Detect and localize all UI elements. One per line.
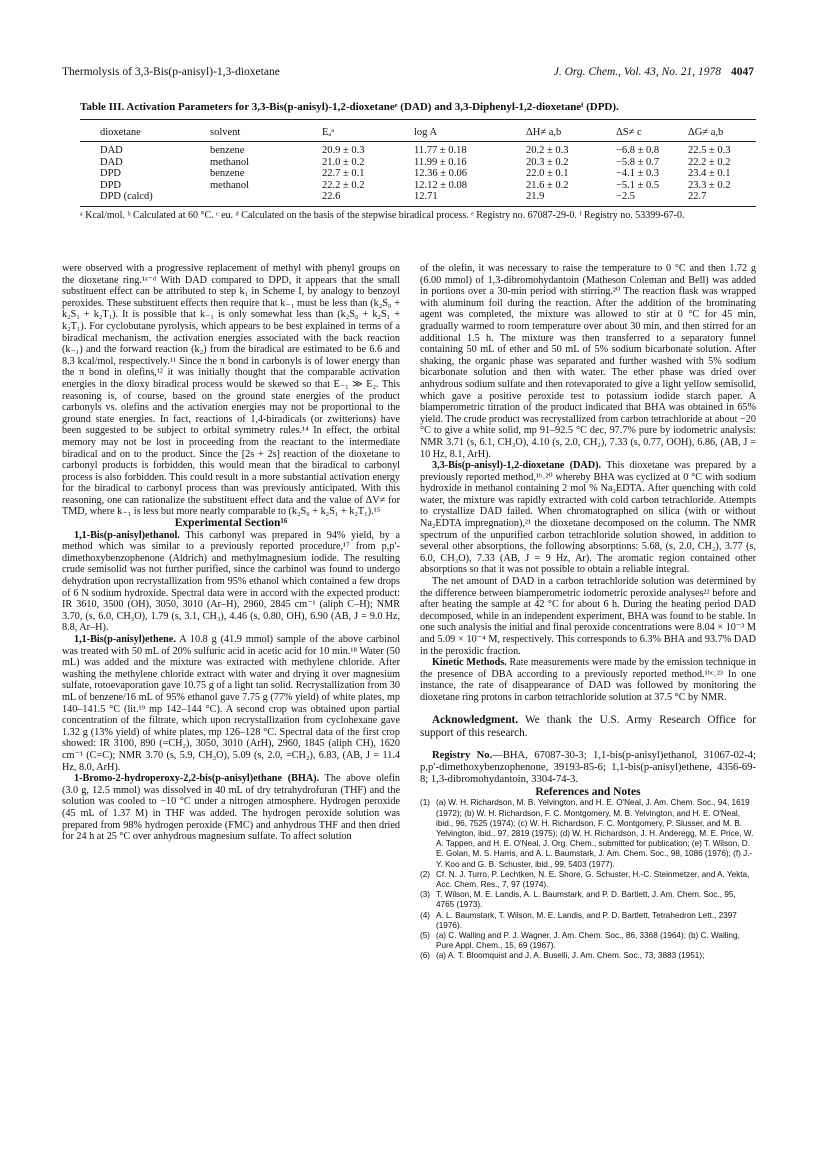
table-cell: 22.0 ± 0.1 <box>526 168 569 180</box>
table-header: dioxetane <box>100 126 141 138</box>
table-cell: 20.2 ± 0.3 <box>526 145 569 156</box>
paragraph-text: A 10.8 g (41.9 mmol) sample of the above carbinol was treated with 50 mL of 20% sulfuric acid in acetic acid for 10 min.¹⁸ Water (50 mL) was added and the mixture was extracted with methylene chloride. After washing the methylene chloride extract with water and drying it over magnesium sulfate, rotoevaporation gave 10.75 g of a light tan solid. Recrystallization from 30 mL of benzene/16 mL of 95% ethanol gave 7.75 g (77% yield) of white plates, mp 140–141.5 °C (lit.¹⁹ mp 142–144 °C). A second crop was obtained upon partial concentration of the filtrate, which upon recrystallization from cyclohexane gave 1.32 g (13% yield) of white plates, mp 126–128 °C. Spectral data of the first crop showed: IR 3100, 890 (=CH₂), 3050, 3010 (ArH), 2960, 1845 (aliph CH), 1620 cm⁻¹ (C=C); NMR 3.70 (s, 5.9, CH₃O), 5.09 (s, 2.0, =CH₂), 6.83, (AB, J = 11.4 Hz, 8.0, ArH). <box>62 634 400 773</box>
table-header: solvent <box>210 126 241 138</box>
table-cell: 11.99 ± 0.16 <box>414 156 467 168</box>
table-cell: methanol <box>210 156 250 168</box>
table-cell: DPD (calcd) <box>100 191 153 203</box>
journal-citation <box>554 66 754 78</box>
table-row <box>80 157 756 169</box>
table-row <box>80 180 756 192</box>
body-paragraph <box>62 634 400 773</box>
reference-number: (1) <box>420 798 431 808</box>
paragraph-text: Rate measurements were made by the emission technique in the presence of DBA according to a previously reported method.¹ᵇᶜ˒²³ In one instance, the rate of disappearance of DAD was followed by monitoring the dioxetane ring protons in carbon tetrachloride solution at 37.5 °C by NMR. <box>420 657 756 703</box>
table-cell: −2.5 <box>616 191 636 203</box>
reference-text: A. L. Baumstark, T. Wilson, M. E. Landis, and P. D. Bartlett, Tetrahedron Lett., 2397 (1976). <box>436 910 737 930</box>
reference-number: (3) <box>420 890 431 900</box>
paragraph-lead: 3,3-Bis(p-anisyl)-1,2-dioxetane (DAD). <box>432 460 602 472</box>
reference-item <box>420 890 756 910</box>
reference-item <box>420 911 756 931</box>
table-cell <box>210 191 322 203</box>
table-caption: Table III. Activation Parameters for 3,3-Bis(p-anisyl)-1,2-dioxetaneᵉ (DAD) and 3,3-Diphenyl-1,2-dioxetaneᶠ (DPD). <box>80 101 619 113</box>
references-heading: References and Notes <box>535 785 641 798</box>
running-title: Thermolysis of 3,3-Bis(p-anisyl)-1,3-dioxetane <box>62 66 280 78</box>
journal-name: J. Org. Chem., Vol. 43, No. 21, 1978 <box>553 66 721 78</box>
registry-numbers <box>420 750 756 787</box>
reference-number: (2) <box>420 869 431 879</box>
paragraph-text: We thank the U.S. Army Research Office for support of this research. <box>420 713 756 739</box>
body-paragraph: of the olefin, it was necessary to raise the temperature to 0 °C and then 1.72 g (6.00 mmol) of 1,3-dibromohydantoin (Matheson Coleman and Bell) was added in portions over a 30-min period with stirring.²⁰ The reaction flask was wrapped with aluminum foil during the reaction. After the addition of the brominating agent was completed, the mixture was allowed to stir at 0 °C for 45 min, gradually warmed to room temperature over about 30 min, and then stirred for an additional 1.5 h. The mixture was then transferred to a separatory funnel containing 50 mL of ether and 50 mL of 5% sodium bicarbonate solution. After shaking, the organic phase was separated and further washed with 5% sodium bicarbonate solution and then with water. The ether phase was dried over anhydrous sodium sulfate and then rotevaporated to give a light yellow semisolid, which gave a positive peroxide test to potassium iodide starch paper. A biamperometric titration of the product indicated that BHA was obtained in 65% yield. The crude product was recrystallized from carbon tetrachloride at about −20 °C to give a white solid, mp 91–92.5 °C dec, 97.7% pure by iodometric analysis: NMR 3.71 (s, 6.1, CH₃O), 4.10 (s, 2.0, CH₂), 7.33 (s, 0.77, OOH), 6.86, (AB, J = 10 Hz, 8.1, ArH). <box>420 263 756 460</box>
table-cell: DAD <box>100 156 123 168</box>
table-cell: 12.12 ± 0.08 <box>414 179 468 191</box>
table-header: ΔH≠ a,b <box>526 126 562 138</box>
table-cell: 22.7 <box>688 191 707 203</box>
body-paragraph <box>62 530 400 634</box>
table-cell: −6.8 ± 0.8 <box>616 145 660 156</box>
reference-text: T. Wilson, M. E. Landis, A. L. Baumstark, and P. D. Bartlett, J. Am. Chem. Soc., 95, 4765 (1973). <box>436 890 736 910</box>
table-footnote: ᵃ Kcal/mol. ᵇ Calculated at 60 °C. ᶜ eu. ᵈ Calculated on the basis of the stepwise biradical process. ᵉ Registry no. 67087-29-0. ᶠ Registry no. 53399-67-0. <box>80 210 685 221</box>
body-paragraph <box>420 657 756 703</box>
table-cell: 20.9 ± 0.3 <box>322 145 365 156</box>
table-cell: benzene <box>210 168 245 180</box>
table-top-rule <box>80 119 756 120</box>
table-header: ΔG≠ a,b <box>688 126 724 138</box>
table-cell: 23.4 ± 0.1 <box>688 168 731 180</box>
table-cell: −5.1 ± 0.5 <box>616 179 660 191</box>
table-row <box>80 145 756 157</box>
reference-item <box>420 798 756 869</box>
table-row <box>80 191 756 203</box>
paragraph-lead: Acknowledgment. <box>432 713 519 726</box>
table-cell: 22.5 ± 0.3 <box>688 145 731 156</box>
reference-number: (5) <box>420 931 431 941</box>
table-cell: 22.7 ± 0.1 <box>322 168 365 180</box>
table-cell: 23.3 ± 0.2 <box>688 179 731 191</box>
table-cell: 21.9 <box>526 191 545 203</box>
left-column <box>62 263 400 843</box>
page-number: 4047 <box>731 66 754 78</box>
reference-number: (6) <box>420 951 431 961</box>
reference-item <box>420 870 756 890</box>
table-cell: −5.8 ± 0.7 <box>616 156 660 168</box>
table-cell: DAD <box>100 145 123 156</box>
paragraph-text: This dioxetane was prepared by a previously reported method,¹ᵇ˒²⁰ whereby BHA was cyclized at 0 °C with sodium hydroxide in methanol containing 2 mol % Na₂EDTA. After quenching with cold water, the mixture was rapidly extracted with cold carbon tetrachloride. Attempts to crystallize DAD failed. When chromatographed on silica (with or without Na₂EDTA impregnation),²¹ the dioxetane decomposed on the column. The NMR spectrum of the unpurified carbon tetrachloride solution showed, in addition to several other absorptions, the following absorptions: 5.68, (s, 2.0, CH₂), 3.77 (s, 6.0, CH₃O), 7.33 (AB, J = 9 Hz, Ar). The aromatic region contained other absorptions so that it was not possible to obtain a reliable integral. <box>420 460 756 576</box>
body-paragraph <box>420 460 756 576</box>
table-cell: 21.0 ± 0.2 <box>322 156 365 168</box>
table-cell: 22.6 <box>322 191 341 203</box>
table-header: Eₐᵃ <box>322 126 335 138</box>
body-paragraph: were observed with a progressive replacement of methyl with phenyl groups on the dioxetane ring.¹ᵃ⁻ᵈ With DAD compared to DPD, it appears that the small substituent effect can be attributed to step k₁ in Scheme I, by analogy to benzoyl peroxides. These substituent effects then require that k₋₁ must be less than (k₂S₀ + k₂S₁ + k₂T₁). It is possible that k₋₁ is only somewhat less than (k₂S₀ + k₂S₁ + k₂T₁). For cyclobutane pyrolysis, which appears to be best explained in terms of a biradical mechanism, the activation energies associated with the back reaction (k₋₁) and the forward reaction (k₂) from the biradical are estimated to be 6.6 and 8.3 kcal/mol, respectively.¹¹ Since the π bond in carbonyls is of lower energy than the π bond in olefins,¹² it was initially thought that the comparable activation energies in the dioxy biradical process would be skewed so that E₋₁ ≫ E₂. This reasoning is, of course, based on the ground state energies of the product carbonyls vs. olefins and the activation energies may not be proportional to the ground state energies. In fact, reactions of 1,4-biradicals (or zwitterions) have been suggested to be subject to orbital symmetry rules.¹⁴ In effect, the orbital memory may not be lost in proceeding from the reactant to the intermediate biradical and on to the product. Since the [2s + 2s] reaction of the dioxetane to carbonyl products is forbidden, this would mean that the biradical to carbonyl process is also forbidden. This could result in a more substantial activation energy for the biradical to carbonyl process than was previously anticipated. With this reasoning, one can rationalize the substituent effect data and the value of ΔV≠ for TMD, where k₋₁ is less but more nearly comparable to (k₂S₀ + k₂S₁ + k₂T₁).¹⁵ <box>62 263 400 518</box>
paragraph-text: —BHA, 67087-30-3; 1,1-bis(p-anisyl)ethanol, 31067-02-4; p,p′-dimethoxybenzophenone, 39193-85-6; 1,1-bis(p-anisyl)ethene, 4356-69-8; 1,3-dibromohydantoin, 3304-74-3. <box>420 749 756 786</box>
running-header <box>62 66 754 82</box>
reference-number: (4) <box>420 910 431 920</box>
section-heading: Experimental Section¹⁶ <box>174 517 288 530</box>
table-cell: −4.1 ± 0.3 <box>616 168 660 180</box>
paragraph-text: This carbonyl was prepared in 94% yield, by a method which was similar to a previously reported procedure,¹⁷ from p,p′-dimethoxybenzophenone (Aldrich) and methylmagnesium iodide. The resulting crude semisolid was not further purified, since the carbinol was found to undergo dehydration upon recrystallization from 95% ethanol which contained a few drops of 6 N sodium hydroxide. Spectral data were in accord with the expected product: IR 3610, 3500 (OH), 3050, 3010 (Ar–H), 2960, 2845 cm⁻¹ (aliph C–H); NMR 3.70, (s, 6.0, CH₃O), 1.79 (s, 3.1, CH₃), 4.46 (s, 0.80, OH), 6.90 (AB, J = 9.0 Hz, 8.8, Ar–H). <box>62 529 400 634</box>
table-row <box>80 168 756 180</box>
paragraph-lead: Registry No. <box>432 749 493 761</box>
paragraph-text: The above olefin (3.0 g, 12.5 mmol) was dissolved in 40 mL of dry tetrahydrofuran (THF) and the solution was cooled to −10 °C under a nitrogen atmosphere. Hydrogen peroxide (45 mL of 1.37 M) in THF was added. The hydrogen peroxide solution was prepared from 98% hydrogen peroxide (FMC) and anhydrous THF and then dried for 24 h at 25 °C over anhydrous magnesium sulfate. To affect solution <box>62 773 400 843</box>
body-paragraph: The net amount of DAD in a carbon tetrachloride solution was determined by the difference between biamperometric iodometric peroxide analyses²² before and after heating the sample at 42 °C for about 6 h. During the heating period DAD decomposed, while in an independent experiment, BHA was found to be stable. In one such analysis the initial and final peroxide concentrations were 8.04 × 10⁻³ M and 5.09 × 10⁻⁴ M, respectively. This corresponds to 6.3% BHA and 93.7% DAD in the peroxidic fraction. <box>420 576 756 657</box>
reference-item <box>420 931 756 951</box>
table-cell: DPD <box>100 179 122 191</box>
table-cell: 22.2 ± 0.2 <box>322 179 365 191</box>
table-header-row <box>80 124 756 142</box>
body-paragraph <box>62 773 400 843</box>
reference-text: (a) A. T. Bloomquist and J. A. Buselli, J. Am. Chem. Soc., 73, 3883 (1951); <box>436 951 705 961</box>
table-cell: 22.2 ± 0.2 <box>688 156 731 168</box>
table-cell: 12.71 <box>414 191 438 203</box>
paragraph-lead: 1-Bromo-2-hydroperoxy-2,2-bis(p-anisyl)ethane (BHA). <box>74 773 320 785</box>
paragraph-lead: 1,1-Bis(p-anisyl)ethene. <box>74 634 176 645</box>
references-list <box>420 798 756 961</box>
reference-text: (a) C. Walling and P. J. Wagner, J. Am. Chem. Soc., 86, 3368 (1964); (b) C. Walling, Pure Appl. Chem., 15, 69 (1967). <box>436 931 740 951</box>
right-column <box>420 263 756 962</box>
acknowledgment <box>420 714 756 740</box>
table-cell: 20.3 ± 0.2 <box>526 156 569 168</box>
table-header: log A <box>414 126 438 138</box>
reference-text: (a) W. H. Richardson, M. B. Yelvington, and H. E. O'Neal, J. Am. Chem. Soc., 94, 1619 (1972); (b) W. H. Richardson, F. C. Montgomery, M. B. Yelvington, and H. E. O'Neal, ibid., 96, 7525 (1974); (c) W. H. Richardson, F. C. Montgomery, P. Slusser, and M. B. Yelvington, ibid., 97, 2819 (1975); (d) W. H. Richardson, J. H. Anderegg, M. E. Price, W. A. Tappen, and H. E. O'Neal, J. Org. Chem., submitted for publication; (e) T. Wilson, D. E. Golan, M. S. Harris, and A. L. Baumstark, J. Am. Chem. Soc., 98, 1086 (1976); (f) J.-Y. Koo and G. B. Schuster, ibid., 99, 5403 (1977). <box>436 798 754 869</box>
table-cell: 11.77 ± 0.18 <box>414 145 467 156</box>
table-cell: benzene <box>210 145 245 156</box>
table-cell: methanol <box>210 179 250 191</box>
table-header: ΔS≠ c <box>616 126 642 138</box>
paragraph-lead: Kinetic Methods. <box>432 657 507 669</box>
table-cell: DPD <box>100 168 122 180</box>
reference-item <box>420 951 756 961</box>
table-cell: 21.6 ± 0.2 <box>526 179 569 191</box>
reference-text: Cf. N. J. Turro, P. Lechtken, N. E. Shore, G. Schuster, H.-C. Steinmetzer, and A. Yekta, Acc. Chem. Res., 7, 97 (1974). <box>436 869 750 889</box>
paragraph-lead: 1,1-Bis(p-anisyl)ethanol. <box>74 529 180 541</box>
table-cell: 12.36 ± 0.06 <box>414 168 468 180</box>
table-bottom-rule <box>80 206 756 207</box>
activation-parameters-table <box>80 124 756 203</box>
